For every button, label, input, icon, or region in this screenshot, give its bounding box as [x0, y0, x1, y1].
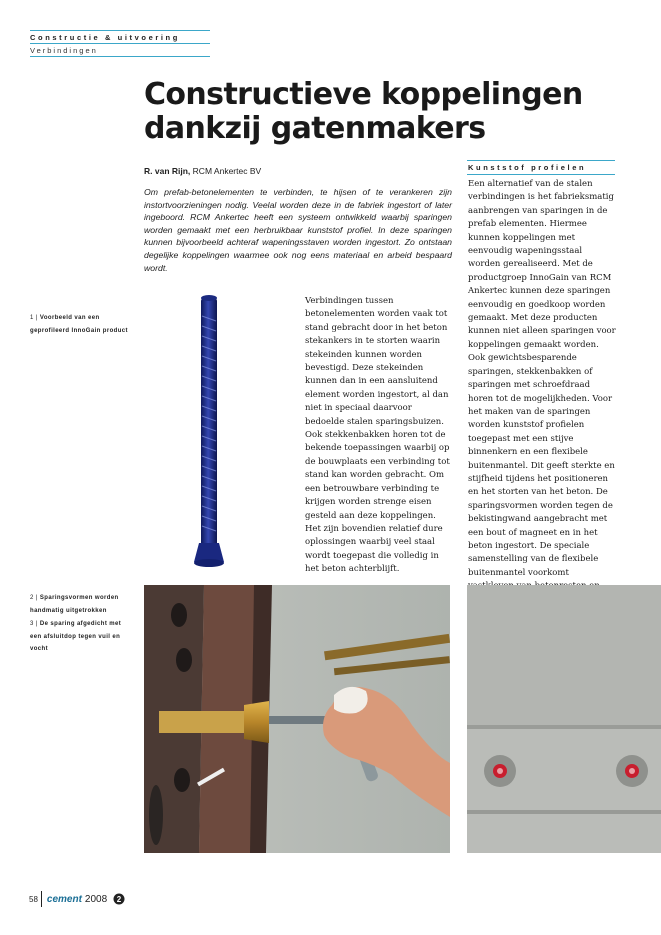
subsection-label: Verbindingen [30, 46, 98, 55]
figure-2-photo-hand-pulling-form [144, 585, 450, 853]
caption-2 [30, 592, 130, 617]
caption-number: 3 [30, 621, 34, 627]
sidebar-bottom-rule [467, 174, 615, 175]
page-footer [29, 891, 125, 907]
caption-text: De sparing afgedicht met een afsluitdop tegen vuil en vocht [30, 621, 122, 653]
author-line [144, 166, 261, 176]
page-number: 58 [29, 894, 38, 904]
title-line-2: dankzij gatenmakers [144, 111, 486, 146]
section-label: Constructie & uitvoering [30, 33, 180, 42]
sidebar-top-rule [467, 160, 615, 161]
caption-3 [30, 618, 130, 656]
sidebar-heading: Kunststof profielen [468, 163, 587, 172]
caption-separator: | [35, 595, 38, 601]
issue-year: 2008 [84, 893, 108, 905]
author-name: R. van Rijn, [144, 166, 191, 176]
magazine-name: cement [46, 893, 82, 905]
caption-separator: | [35, 621, 38, 627]
author-org: RCM Ankertec BV [192, 166, 262, 176]
figure-1-product-photo [180, 288, 240, 570]
caption-number: 1 [30, 315, 34, 321]
issue-number: 2 [116, 895, 122, 904]
footer-divider [41, 891, 42, 907]
figure-3-photo-sealed-opening [467, 585, 661, 853]
caption-text: Sparingsvormen worden handmatig uitgetrokken [30, 595, 119, 614]
header-top-rule [30, 30, 210, 31]
article-body-middle: Verbindingen tussen betonelementen worden vaak tot stand gebracht door in het beton stekankers in te storten waarin stekeinden kunnen worden bevestigd. Deze stekeinden kunnen dan in een aansluitend element worden ingestort, al dan niet in speciaal daarvoor bedoelde stalen sparingsbuizen. Ook stekkenbakken horen tot de bekende toepassingen waarbij op de bouwplaats een verbinding tot stand kan worden gebracht. Om een betrouwbare verbinding te krijgen worden strenge eisen gesteld aan deze koppelingen. Het zijn bovendien relatief dure oplossingen waarbij veel staal wordt toegepast die volledig in het beton achterblijft. [305, 296, 450, 575]
header-bottom-rule [30, 56, 210, 57]
caption-number: 2 [30, 595, 34, 601]
header-mid-rule [30, 43, 210, 44]
caption-separator: | [35, 315, 38, 321]
issue-badge-icon [113, 893, 125, 905]
article-intro: Om prefab-betonelementen te verbinden, te hijsen of te verankeren zijn instortvoorzieningen nodig. Veelal worden deze in de fabriek ingestort of later ingeboord. RCM Ankertec heeft een systeem ontwikkeld waarbij sparingen worden gemaakt met een herbruikbaar kunststof profiel. In deze sparingen kunnen bijvoorbeeld achteraf wapeningsstaven worden ingestort. Zo ontstaan degelijke koppelingen waarmee ook nog eens materiaal en arbeid bespaard wordt. [144, 187, 452, 273]
article-body-right: Een alternatief van de stalen verbindingen is het fabrieksmatig aanbrengen van sparingen in de prefab elementen. Hiermee kunnen koppelingen met eenvoudig wapeningsstaal worden gerealiseerd. Met de productgroep InnoGain van RCM Ankertec kunnen deze sparingen eenvoudig en goedkoop worden gemaakt. Met deze producten kunnen niet alleen sparingen voor koppelingen gemaakt worden. Ook gewichtsbesparende sparingen, stekkenbakken of sparingen met schroefdraad horen tot de mogelijkheden. Voor het maken van de sparingen worden kunststof profielen toegepast met een stijve binnenkern en een flexibele buitenmantel. Dit geeft sterkte en stijfheid tijdens het positioneren en het storten van het beton. De sparingsvormen worden tegen de bekistingwand aangebracht met een bout of magneet en in het beton ingestort. De speciale samenstelling van de flexibele buitenmantel voorkomt [468, 179, 616, 578]
article-title [144, 78, 604, 146]
caption-text: Voorbeeld van een geprofileerd InnoGain product [30, 315, 128, 334]
title-line-1: Constructieve koppelingen [144, 77, 583, 112]
caption-1 [30, 312, 130, 337]
